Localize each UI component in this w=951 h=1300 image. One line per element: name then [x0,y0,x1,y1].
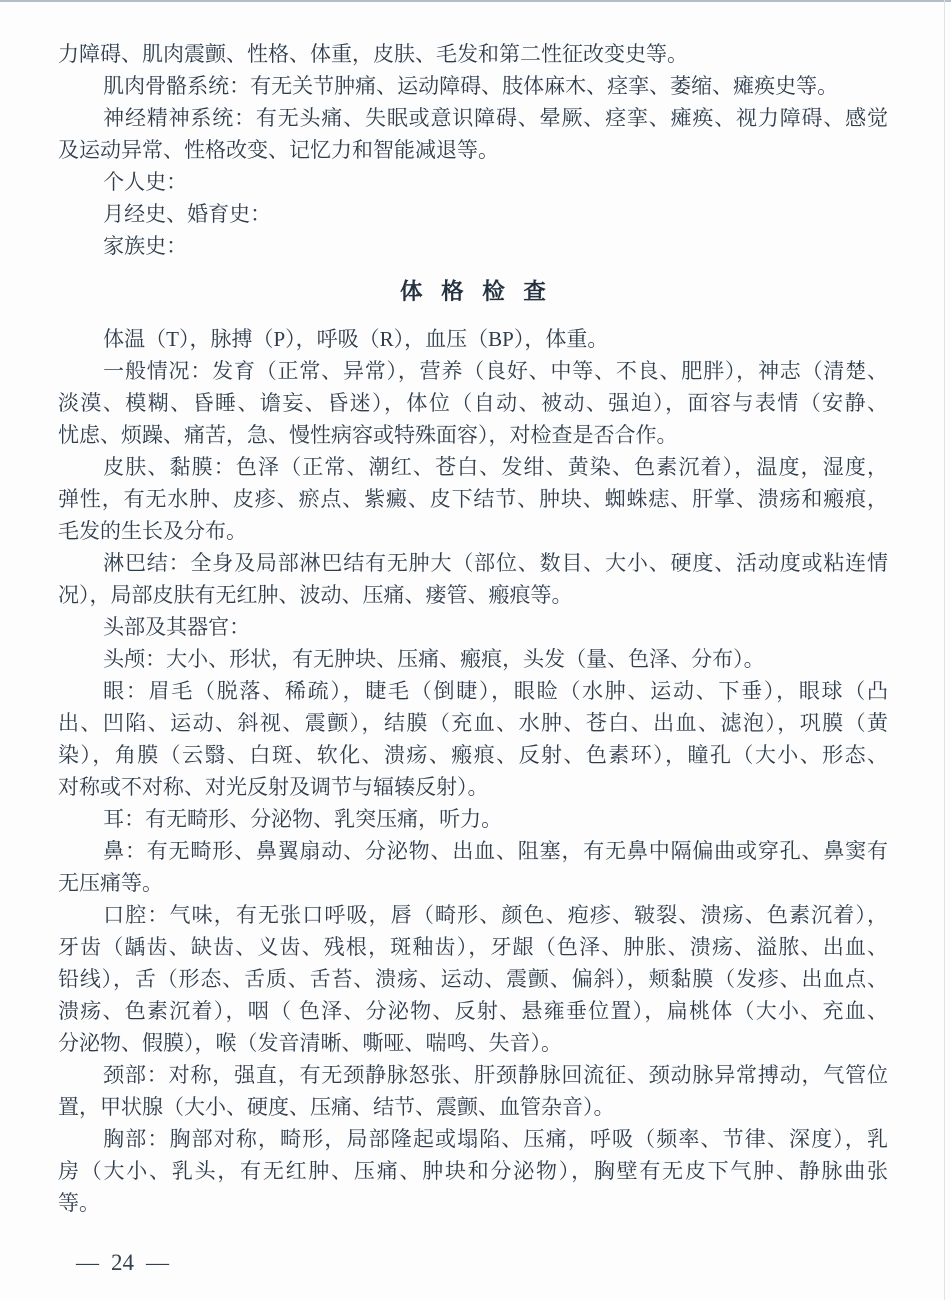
text-line: 月经史、婚育史： [103,202,272,226]
text-line: 神经精神系统：有无头痛、失眠或意识障碍、晕厥、痉挛、瘫痪、视力障碍、感觉 [103,106,888,130]
text-line: 一般情况：发育（正常、异常），营养（良好、中等、不良、肥胖），神志（清楚、 [103,359,888,383]
text-line: 等。 [58,1191,100,1215]
scan-crease-line [944,0,945,1300]
text-line: 分泌物、假膜），喉（发音清晰、嘶哑、喘鸣、失音）。 [58,1031,562,1055]
text-line: 溃疡、色素沉着），咽（ 色泽、分泌物、反射、悬雍垂位置），扁桃体（大小、充血、 [58,999,888,1023]
document-body [58,38,888,1219]
text-line: 淡漠、模糊、昏睡、谵妄、昏迷），体位（自动、被动、强迫），面容与表情（安静、 [58,391,888,415]
page-number: 24 [111,1250,134,1275]
text-line: 颈部：对称，强直，有无颈静脉怒张、肝颈静脉回流征、颈动脉异常搏动，气管位 [103,1063,888,1087]
text-line: 胸部：胸部对称，畸形，局部隆起或塌陷、压痛，呼吸（频率、节律、深度），乳 [103,1127,888,1151]
text-line: 况），局部皮肤有无红肿、波动、压痛、瘘管、瘢痕等。 [58,583,573,607]
text-line: 头部及其器官： [103,615,251,639]
scan-top-edge [0,0,951,2]
text-line: 染），角膜（云翳、白斑、软化、溃疡、瘢痕、反射、色素环），瞳孔（大小、形态、 [58,743,888,767]
footer-left-dash: — [76,1250,99,1275]
page-footer [76,1250,169,1276]
text-line: 铅线），舌（形态、舌质、舌苔、溃疡、运动、震颤、偏斜），颊黏膜（发疹、出血点、 [58,967,888,991]
text-line: 及运动异常、性格改变、记忆力和智能减退等。 [58,138,499,162]
text-line: 对称或不对称、对光反射及调节与辐辏反射）。 [58,775,489,799]
text-line: 置，甲状腺（大小、硬度、压痛、结节、震颤、血管杂音）。 [58,1095,615,1119]
text-line: 力障碍、肌肉震颤、性格、体重，皮肤、毛发和第二性征改变史等。 [58,42,688,66]
text-line: 忧虑、烦躁、痛苦，急、慢性病容或特殊面容），对检查是否合作。 [58,423,678,447]
text-line: 头颅：大小、形状，有无肿块、压痛、瘢痕，头发（量、色泽、分布）。 [103,647,765,671]
text-line: 出、凹陷、运动、斜视、震颤），结膜（充血、水肿、苍白、出血、滤泡），巩膜（黄 [58,711,888,735]
footer-right-dash: — [146,1250,169,1275]
text-line: 牙齿（龋齿、缺齿、义齿、残根，斑釉齿），牙龈（色泽、肿胀、溃疡、溢脓、出血、 [58,935,888,959]
text-line: 鼻：有无畸形、鼻翼扇动、分泌物、出血、阻塞，有无鼻中隔偏曲或穿孔、鼻窦有 [103,839,888,863]
text-line: 肌肉骨骼系统：有无关节肿痛、运动障碍、肢体麻木、痉挛、萎缩、瘫痪史等。 [103,74,839,98]
text-line: 弹性，有无水肿、皮疹、瘀点、紫癜、皮下结节、肿块、蜘蛛痣、肝掌、溃疡和瘢痕， [58,487,888,511]
text-line: 房（大小、乳头，有无红肿、压痛、肿块和分泌物），胸壁有无皮下气肿、静脉曲张 [58,1159,888,1183]
text-line: 毛发的生长及分布。 [58,519,247,543]
text-line: 皮肤、黏膜：色泽（正常、潮红、苍白、发绀、黄染、色素沉着），温度，湿度， [103,455,888,479]
text-line: 眼：眉毛（脱落、稀疏），睫毛（倒睫），眼睑（水肿、运动、下垂），眼球（凸 [103,679,888,703]
text-line: 体温（T），脉搏（P），呼吸（R），血压（BP），体重。 [103,327,609,351]
text-line: 个人史： [103,170,188,194]
section-heading: 体 格 检 查 [400,279,546,304]
text-line: 淋巴结：全身及局部淋巴结有无肿大（部位、数目、大小、硬度、活动度或粘连情 [103,551,888,575]
text-line: 口腔：气味，有无张口呼吸，唇（畸形、颜色、疱疹、皲裂、溃疡、色素沉着）， [103,903,888,927]
text-line: 家族史： [103,234,188,258]
text-line: 耳：有无畸形、分泌物、乳突压痛，听力。 [103,807,503,831]
text-line: 无压痛等。 [58,871,163,895]
